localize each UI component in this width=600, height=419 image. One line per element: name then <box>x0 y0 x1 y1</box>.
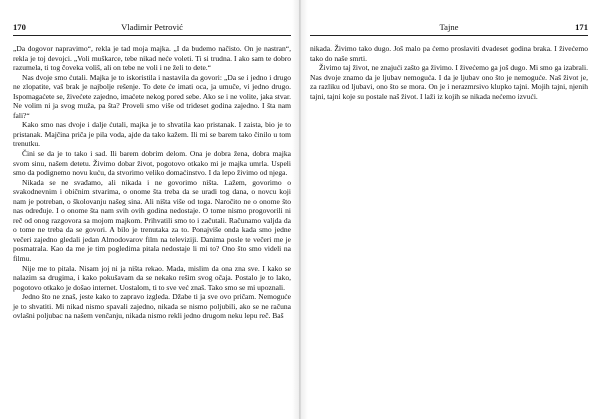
right-page-header <box>310 19 588 36</box>
paragraph: Jedno što ne znaš, jeste kako to zapravo izgleda. Džabe ti ja sve ovo pričam. Nemoguće je to shvatiti. Mi nikad nismo spavali zajedno, nikada se nismo poljubili, ako se ne računa ovlašni poljubac na našem venčanju, nikada nismo rekli jedno drugom neku lepu reč. Baš <box>13 292 291 321</box>
left-page-number: 170 <box>13 22 26 32</box>
left-running-head: Vladimir Petrović <box>121 22 183 32</box>
right-page <box>300 0 600 419</box>
paragraph: Nas dvoje smo ćutali. Majka je to iskoristila i nastavila da govori: „Da se i jedno i drugo ne zlopatite, vaš brak je najbolje rešenje. To dete će imati oca, ja umuče, vi jedno drugo. Ispomagaćete se, živećete zajedno, imaćete nekog pored sebe. Ako se i ne volite, jaka stvar. Ne volim ni ja svog muža, pa šta? Proveli smo više od trideset godina zajedno. I šta nam fali?“ <box>13 72 291 120</box>
right-running-head: Tajne <box>439 22 459 32</box>
left-page-body <box>13 44 291 321</box>
right-page-body <box>310 44 588 101</box>
paragraph: Kako smo nas dvoje i dalje ćutali, majka je to shvatila kao pristanak. I zaista, bio je to pristanak. Majčina priča je pila voda, ajde da tako kažem. Ili mi se barem tako činilo u tom trenutku. <box>13 120 291 149</box>
left-page-header <box>13 19 291 36</box>
paragraph: Čini se da je to tako i sad. Ili barem dobrim delom. Ona je dobra žena, dobra majka svom sinu, našem detetu. Živimo dobar život, pogotovo otkako mi je majka umrla. Uspeli smo da podignemo novu kuću, da stvorimo veliko domaćinstvo. I da lepo živimo od njega. <box>13 149 291 178</box>
right-page-number: 171 <box>575 22 588 32</box>
paragraph: Živimo taj život, ne znajući zašto ga živimo. I živećemo ga još dugo. Mi smo ga izabrali. Nas dvoje znamo da je ljubav nemoguća. I da je ljubav ono što je nemoguće. Naš život je, za razliku od ljubavi, ono što se mora. On je i nerazmrsivo klupko tajni. Mojih tajni, njenih tajni, tajni koje su postale naš život. I laži iz kojih se nikada nećemo izvući. <box>310 63 588 101</box>
paragraph: Nikada se ne svađamo, ali nikada i ne govorimo ništa. Lažem, govorimo o svakodnevnim i običnim stvarima, o onome šta treba da se uradi tog dana, o novcu koji nam je potreban, o školovanju našeg sina. Ali ništa više od toga. Naročito ne o onome što nas određuje. I o onome šta nam svih ovih godina nedostaje. O tome nismo progovorili ni reč od onog razgovora sa mojom majkom. Prihvatili smo to i začutali. Računamo valjda da o tome ne treba da se govori. A bilo je trenutaka za to. Ponajviše onda kada smo jedne večeri zajedno gledali jedan Almodovarov film na televiziji. Danima posle te večeri me je posmatrala. Kao da me je tim pogledima pitala nedostaje li mi to? Ono što smo videli na filmu. <box>13 177 291 264</box>
paragraph: „Da dogovor napravimo“, rekla je tad moja majka. „I da budemo načisto. On je nastran“, rekla je toj devojci. „Voli muškarce, tebe nikad neće voleti. Ti si trudna. I ako sam te dobro razumela, ti tog čoveka voliš, ali on tebe ne voli i ne želi to dete.“ <box>13 44 291 73</box>
paragraph: nikada. Živimo tako dugo. Još malo pa ćemo proslaviti dvadeset godina braka. I živećemo tako do naše smrti. <box>310 44 588 63</box>
paragraph: Nije me to pitala. Nisam joj ni ja ništa rekao. Mada, mislim da ona zna sve. I kako se nalazim sa drugima, i kako pokušavam da se nekako rešim svog očaja. Postalo je to lako, pogotovo otkako je došao internet. Uostalom, ti to sve već znaš. Tako smo se mi upoznali. <box>13 263 291 292</box>
